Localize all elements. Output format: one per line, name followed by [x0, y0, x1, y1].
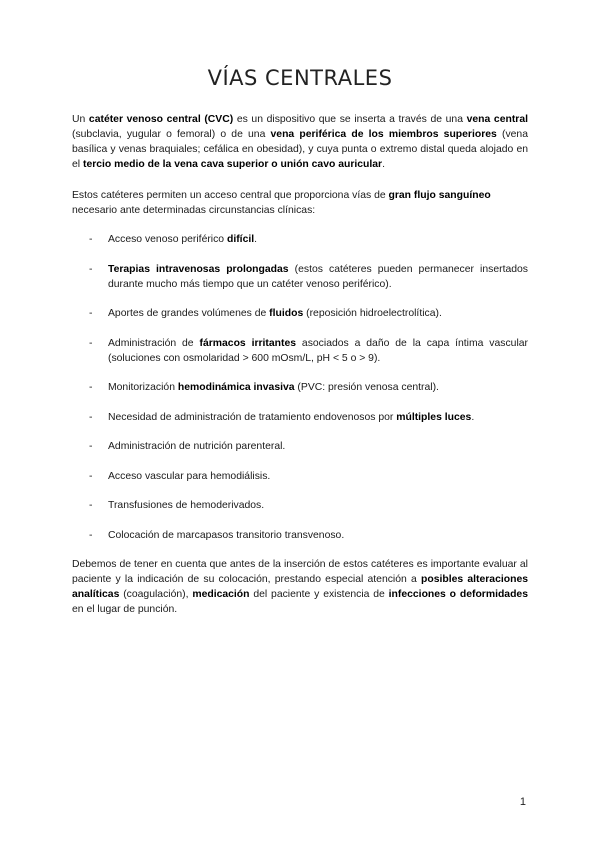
para3-bold-medicacion: medicación: [192, 589, 250, 600]
list-item-text: Administración de nutrición parenteral.: [108, 441, 286, 452]
intro-bold-tercio-medio: tercio medio de la vena cava superior o unión cavo auricular: [82, 159, 383, 170]
list-dash: -: [89, 308, 93, 319]
list-dash: -: [89, 411, 93, 423]
list-dash: -: [89, 500, 93, 511]
list-item: [72, 410, 528, 425]
list-dash: -: [89, 470, 93, 482]
list-item: [72, 262, 528, 292]
list-item-text: Monitorización: [108, 382, 178, 393]
intro-text-5: .: [382, 159, 385, 170]
list-item-text: (reposición hidroelectrolítica).: [303, 308, 442, 319]
para3-text-2: (coagulación),: [119, 589, 193, 600]
list-item-bold: fármacos irritantes: [199, 337, 297, 349]
list-item-text: Necesidad de administración de tratamiento endovenosos por: [108, 411, 397, 423]
list-item-bold: difícil: [226, 234, 255, 245]
indications-list: [72, 232, 528, 543]
closing-paragraph: [72, 557, 528, 617]
list-item: [72, 336, 528, 366]
list-dash: -: [89, 234, 93, 245]
list-item-text: .: [254, 234, 258, 245]
list-item-text: asociados a daño de la capa íntima vascular (soluciones con osmolaridad > 600 mOsm/L, pH < 5 o > 9).: [108, 337, 528, 364]
list-item-bold: múltiples luces: [396, 411, 472, 423]
page-number: 1: [519, 796, 526, 808]
intro-bold-cvc: catéter venoso central (CVC): [88, 114, 234, 125]
list-item-text: Colocación de marcapasos transitorio transvenoso.: [108, 529, 345, 541]
list-dash: -: [89, 382, 93, 393]
para2-text-2: necesario ante determinadas circunstancias clínicas:: [72, 205, 316, 216]
intro-text-3: (subclavia, yugular o femoral) o de una: [72, 129, 271, 140]
list-item: [72, 232, 528, 247]
list-item-text: Administración de: [108, 337, 200, 349]
indications-intro-paragraph: [72, 188, 528, 218]
para3-bold-infecciones: infecciones o deformidades: [388, 589, 528, 600]
list-item: [72, 380, 528, 395]
list-dash: -: [89, 441, 93, 452]
list-item-text: (PVC: presión venosa central).: [294, 382, 439, 393]
document-body: [72, 112, 528, 617]
para3-text-1: Debemos de tener en cuenta que antes de la inserción de estos catéteres es importante evaluar al paciente y la indicación de su colocación, prestando especial atención a: [72, 559, 528, 585]
intro-bold-vena-central: vena central: [466, 114, 528, 125]
list-dash: -: [89, 263, 93, 275]
list-item-text: Transfusiones de hemoderivados.: [108, 500, 265, 511]
list-item-bold: fluidos: [269, 308, 304, 319]
para3-text-4: en el lugar de punción.: [72, 604, 178, 615]
list-item-bold: Terapias intravenosas prolongadas: [108, 263, 289, 275]
intro-text-2: es un dispositivo que se inserta a través de una: [233, 114, 467, 125]
intro-text-1: Un: [72, 114, 89, 125]
list-item-text: (estos catéteres pueden permanecer insertados durante mucho más tiempo que un catéter venoso periférico).: [108, 263, 528, 290]
list-item-text: Acceso venoso periférico: [108, 234, 227, 245]
list-item: [72, 498, 528, 513]
list-item: [72, 306, 528, 321]
para3-bold-alteraciones: posibles alteraciones analíticas: [72, 574, 529, 600]
para2-text-1: Estos catéteres permiten un acceso central que proporciona vías de: [72, 190, 389, 201]
list-item: [72, 439, 528, 454]
list-dash: -: [89, 337, 93, 349]
list-item-bold: hemodinámica invasiva: [177, 382, 295, 393]
intro-bold-vena-periferica: vena periférica de los miembros superiores: [270, 129, 497, 140]
list-dash: -: [89, 529, 93, 541]
intro-text-4: (vena basílica y venas braquiales; cefálica en obesidad), y cuya punta o extremo distal queda alojado en el: [72, 129, 528, 170]
intro-paragraph: [72, 112, 528, 172]
list-item-text: Aportes de grandes volúmenes de: [108, 308, 270, 319]
list-item-text: .: [471, 411, 475, 423]
para2-bold-flujo: gran flujo sanguíneo: [388, 190, 491, 201]
list-item-text: Acceso vascular para hemodiálisis.: [108, 470, 271, 482]
list-item: [72, 469, 528, 484]
para3-text-3: del paciente y existencia de: [249, 589, 389, 600]
list-item: [72, 528, 528, 543]
page-title: VÍAS CENTRALES: [207, 66, 393, 90]
